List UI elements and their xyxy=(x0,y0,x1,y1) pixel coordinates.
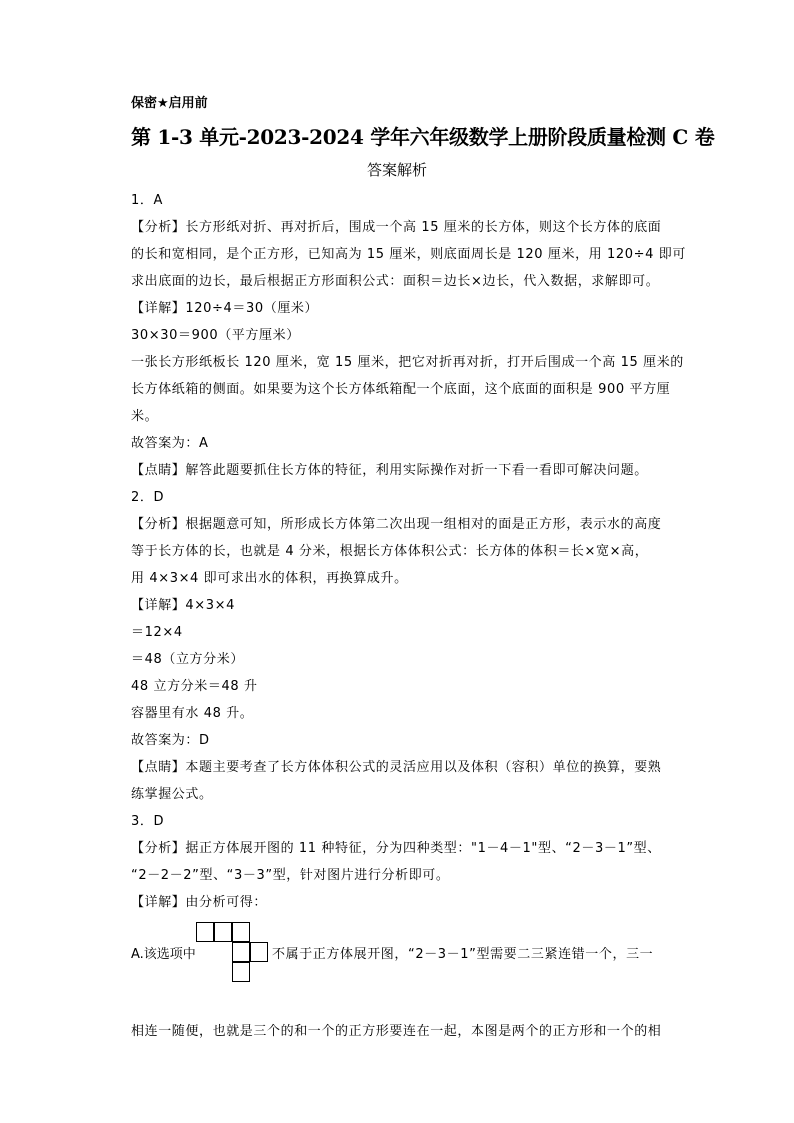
text-line: ＝12×4 xyxy=(131,625,183,640)
text-line: 【详解】120÷4＝30（厘米） xyxy=(131,301,319,316)
text-line: 2．D xyxy=(131,490,165,505)
text-line: 故答案为：A xyxy=(131,436,209,451)
net-square xyxy=(232,922,250,942)
confidential-label: 保密★启用前 xyxy=(131,96,208,111)
text-line: 米。 xyxy=(131,409,159,424)
text-line: 【分析】长方形纸对折、再对折后，围成一个高 15 厘米的长方体，则这个长方体的底面 xyxy=(131,220,662,235)
text-line: 48 立方分米＝48 升 xyxy=(131,679,258,694)
text-line: 一张长方形纸板长 120 厘米，宽 15 厘米，把它对折再对折，打开后围成一个高 15 厘米的 xyxy=(131,355,684,370)
text-line: 【分析】根据题意可知，所形成长方体第二次出现一组相对的面是正方形，表示水的高度 xyxy=(131,517,662,532)
text-line: 故答案为：D xyxy=(131,733,210,748)
text-line: 【分析】据正方体展开图的 11 种特征，分为四种类型："1－4－1"型、“2－3－1”型、 xyxy=(131,841,661,856)
option-a-row xyxy=(131,922,691,988)
net-square xyxy=(232,942,250,962)
text-line: 【详解】由分析可得： xyxy=(131,895,268,910)
text-line: 求出底面的边长，最后根据正方形面积公式：面积＝边长×边长，代入数据，求解即可。 xyxy=(131,274,660,289)
page-title: 第 1-3 单元-2023-2024 学年六年级数学上册阶段质量检测 C 卷 xyxy=(131,125,715,149)
text-line: 练掌握公式。 xyxy=(131,787,213,802)
option-a-continuation: 相连一随便，也就是三个的和一个的正方形要连在一起，本图是两个的正方形和一个的相 xyxy=(131,1024,662,1039)
net-square xyxy=(214,922,232,942)
text-line: 的长和宽相同，是个正方形，已知高为 15 厘米，则底面周长是 120 厘米，用 120÷4 即可 xyxy=(131,247,686,262)
text-line: 【点睛】解答此题要抓住长方体的特征，利用实际操作对折一下看一看即可解决问题。 xyxy=(131,463,648,478)
text-line: 【详解】4×3×4 xyxy=(131,598,235,613)
page-subtitle: 答案解析 xyxy=(366,161,427,179)
option-a-text: 不属于正方体展开图，“2－3－1”型需要二三紧连错一个，三一 xyxy=(272,947,654,962)
text-line: 1．A xyxy=(131,193,163,208)
option-a-label: A.该选项中 xyxy=(131,947,196,962)
text-line: 3．D xyxy=(131,814,165,829)
text-line: 长方体纸箱的侧面。如果要为这个长方体纸箱配一个底面，这个底面的面积是 900 平方厘 xyxy=(131,382,671,397)
answer-body xyxy=(131,187,691,916)
text-line: “2－2－2”型、“3－3”型，针对图片进行分析即可。 xyxy=(131,868,450,883)
net-square xyxy=(250,942,268,962)
text-line: 等于长方体的长，也就是 4 分米，根据长方体体积公式：长方体的体积＝长×宽×高， xyxy=(131,544,649,559)
text-line: 容器里有水 48 升。 xyxy=(131,706,254,721)
net-square xyxy=(232,962,250,982)
text-line: 【点睛】本题主要考查了长方体体积公式的灵活应用以及体积（容积）单位的换算，要熟 xyxy=(131,760,662,775)
text-line: 30×30＝900（平方厘米） xyxy=(131,328,300,343)
text-line: 用 4×3×4 即可求出水的体积，再换算成升。 xyxy=(131,571,408,586)
text-line: ＝48（立方分米） xyxy=(131,652,244,667)
net-square xyxy=(196,922,214,942)
